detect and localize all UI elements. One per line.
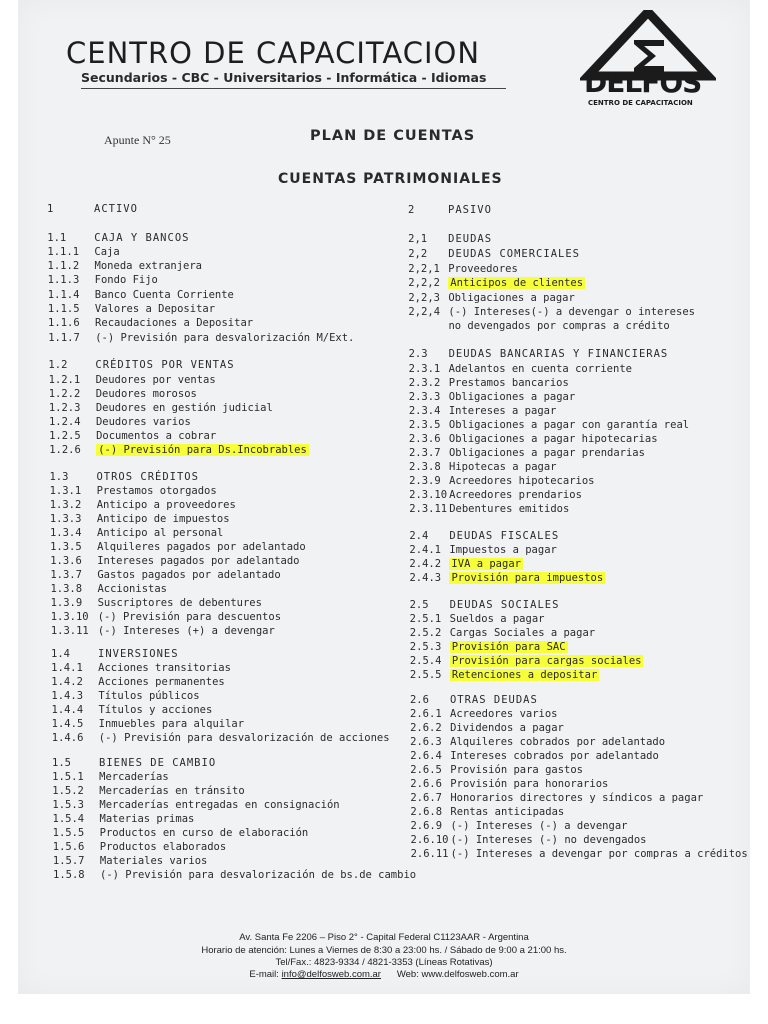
account-code: 2.6 bbox=[409, 694, 429, 706]
account-code: 1.2.2 bbox=[48, 388, 81, 400]
account-label: CRÉDITOS POR VENTAS bbox=[95, 359, 235, 371]
pasivo-group-header bbox=[408, 233, 492, 245]
activo-account-row bbox=[48, 303, 215, 315]
account-label: Deudores por ventas bbox=[95, 374, 216, 386]
activo-account-row bbox=[52, 785, 244, 797]
highlighted-account-label: Provisión para SAC bbox=[451, 641, 566, 653]
pasivo-account-row bbox=[408, 320, 669, 332]
account-label: Mercaderías bbox=[99, 771, 169, 783]
account-code: 2.6.5 bbox=[410, 764, 442, 776]
account-code: 1.3.8 bbox=[50, 583, 83, 595]
account-code: 1.4.6 bbox=[51, 732, 84, 744]
account-code: 1.4.3 bbox=[51, 690, 84, 702]
pasivo-account-row bbox=[410, 641, 568, 653]
account-label: Honorarios directores y síndicos a pagar bbox=[450, 792, 704, 804]
activo-account-row bbox=[50, 513, 230, 525]
account-code: 2,2,3 bbox=[408, 292, 440, 304]
account-code: 2.3.3 bbox=[408, 391, 441, 403]
account-code: 2.6.9 bbox=[410, 820, 443, 832]
account-code: 1.5.2 bbox=[52, 785, 84, 797]
activo-account-row bbox=[53, 869, 416, 881]
account-code: 1.2 bbox=[48, 359, 68, 371]
account-code: 2.3.8 bbox=[409, 461, 441, 473]
account-code: 2.5.4 bbox=[409, 655, 442, 667]
account-label: Gastos pagados por adelantado bbox=[97, 569, 281, 581]
account-label: Títulos públicos bbox=[98, 690, 200, 702]
web-label: Web: bbox=[396, 969, 419, 980]
account-label: Alquileres cobrados por adelantado bbox=[450, 736, 666, 748]
account-label: OTRAS DEUDAS bbox=[449, 694, 538, 706]
account-code: 1.4 bbox=[51, 648, 70, 660]
account-code: 1.5.8 bbox=[53, 869, 85, 881]
pasivo-account-row bbox=[410, 627, 595, 639]
account-code: 2.6.4 bbox=[410, 750, 442, 762]
pasivo-account-row bbox=[409, 503, 569, 515]
highlighted-account-label: Provisión para impuestos bbox=[451, 572, 604, 584]
activo-account-row bbox=[51, 625, 275, 637]
account-code: 1 bbox=[47, 203, 54, 215]
account-label: Fondo Fijo bbox=[94, 274, 158, 286]
account-label: Acreedores varios bbox=[450, 708, 558, 720]
pasivo-group-header bbox=[410, 694, 538, 706]
account-label: Valores a Depositar bbox=[94, 303, 216, 315]
pasivo-account-row bbox=[411, 848, 748, 860]
account-label: Productos elaborados bbox=[99, 841, 227, 853]
activo-group-header bbox=[47, 232, 189, 244]
account-code: 2.5.1 bbox=[409, 613, 442, 625]
pasivo-account-row bbox=[410, 806, 564, 818]
account-label: Títulos y acciones bbox=[98, 704, 213, 716]
apunte-number: Apunte N° 25 bbox=[104, 133, 171, 147]
pasivo-group-header bbox=[410, 599, 560, 611]
pasivo-account-row bbox=[410, 778, 608, 790]
activo-account-row bbox=[49, 402, 273, 414]
account-label: Adelantos en cuenta corriente bbox=[448, 363, 632, 375]
account-code: 2.3.2 bbox=[408, 377, 441, 389]
pasivo-account-row bbox=[410, 820, 627, 832]
activo-group-header bbox=[48, 359, 234, 371]
activo-account-row bbox=[52, 732, 390, 744]
activo-account-row bbox=[53, 855, 207, 867]
account-label: Deudores varios bbox=[95, 416, 191, 428]
account-label: OTROS CRÉDITOS bbox=[96, 471, 199, 483]
account-code: 1.2.4 bbox=[48, 416, 81, 428]
footer-contact bbox=[18, 969, 750, 980]
pasivo-account-row bbox=[408, 292, 574, 304]
section-title: CUENTAS PATRIMONIALES bbox=[278, 171, 503, 187]
account-code: 2.6.3 bbox=[410, 736, 442, 748]
account-label: Mercaderías entregadas en consignación bbox=[99, 799, 340, 811]
account-code: 1.2.5 bbox=[49, 430, 81, 442]
account-code: 2.5.2 bbox=[409, 627, 442, 639]
account-code: 1.1.2 bbox=[47, 260, 80, 272]
account-label: Acciones transitorias bbox=[98, 662, 231, 674]
account-label: Alquileres pagados por adelantado bbox=[97, 541, 306, 553]
account-label: Prestamos bancarios bbox=[448, 377, 569, 389]
highlighted-account-label: IVA a pagar bbox=[451, 558, 521, 570]
account-label: Caja bbox=[94, 246, 120, 258]
activo-account-row bbox=[51, 611, 281, 623]
account-label: Intereses a pagar bbox=[448, 405, 557, 417]
account-label: INVERSIONES bbox=[98, 648, 179, 660]
highlighted-account-label: Anticipos de clientes bbox=[450, 277, 584, 289]
account-code: 2.3.4 bbox=[408, 405, 441, 417]
account-code: 2.3.10 bbox=[409, 489, 448, 501]
account-code: 2.6.10 bbox=[410, 834, 449, 846]
activo-group-header bbox=[51, 648, 179, 660]
account-code: 2,1 bbox=[408, 233, 428, 245]
account-label: Acreedores hipotecarios bbox=[449, 475, 595, 487]
header-rule bbox=[81, 88, 506, 89]
pasivo-account-row bbox=[410, 613, 545, 625]
account-code: 1.1.3 bbox=[47, 274, 80, 286]
pasivo-group-header bbox=[408, 204, 492, 216]
account-code: 1.3.3 bbox=[49, 513, 82, 525]
account-label: DEUDAS SOCIALES bbox=[449, 599, 560, 611]
account-code: 1.5.4 bbox=[52, 813, 85, 825]
account-label: Obligaciones a pagar prendarias bbox=[448, 447, 645, 459]
highlighted-account-label: Retenciones a depositar bbox=[451, 669, 598, 681]
account-code: 1.2.3 bbox=[48, 402, 81, 414]
account-label: Materiales varios bbox=[99, 855, 208, 867]
account-code: 1.1.1 bbox=[47, 246, 80, 258]
account-code: 2.5.5 bbox=[409, 669, 442, 681]
school-title: CENTRO DE CAPACITACION bbox=[66, 36, 481, 70]
activo-account-row bbox=[48, 332, 354, 344]
account-label: (-) Intereses (-) a devengar bbox=[450, 820, 628, 832]
email-link[interactable]: info@delfosweb.com.ar bbox=[281, 969, 381, 980]
pasivo-account-row bbox=[409, 377, 569, 389]
account-label: Productos en curso de elaboración bbox=[99, 827, 309, 839]
account-code: 2 bbox=[408, 204, 415, 216]
account-code: 1.3.7 bbox=[50, 569, 82, 581]
account-code: 1.1.6 bbox=[48, 317, 80, 329]
activo-account-row bbox=[53, 827, 309, 839]
account-label: Anticipo a proveedores bbox=[96, 499, 236, 511]
account-label: DEUDAS COMERCIALES bbox=[448, 248, 580, 260]
account-code: 2.3.1 bbox=[408, 363, 441, 375]
activo-account-row bbox=[52, 718, 244, 730]
account-label: PASIVO bbox=[448, 204, 492, 216]
account-code: 1.5.6 bbox=[52, 841, 85, 853]
activo-account-row bbox=[53, 813, 195, 825]
account-code: 2.6.2 bbox=[410, 722, 442, 734]
activo-account-row bbox=[47, 246, 119, 258]
pasivo-account-row bbox=[409, 558, 523, 570]
pasivo-account-row bbox=[408, 306, 695, 318]
activo-account-row bbox=[49, 430, 216, 442]
activo-account-row bbox=[48, 317, 253, 329]
account-label: Impuestos a pagar bbox=[449, 544, 557, 556]
pasivo-account-row bbox=[410, 722, 564, 734]
account-code: 2.4.1 bbox=[409, 544, 441, 556]
activo-account-row bbox=[51, 662, 231, 674]
pasivo-account-row bbox=[409, 405, 556, 417]
pasivo-account-row bbox=[409, 419, 689, 431]
account-label: Obligaciones a pagar bbox=[448, 292, 575, 304]
pasivo-account-row bbox=[409, 572, 605, 584]
activo-account-row bbox=[51, 597, 262, 609]
account-code: 2.6.1 bbox=[410, 708, 442, 720]
account-label: Dividendos a pagar bbox=[450, 722, 564, 734]
account-label: ACTIVO bbox=[94, 203, 138, 215]
pasivo-group-header bbox=[409, 348, 669, 360]
account-code: 1.3.5 bbox=[50, 541, 82, 553]
account-label: (-) Previsión para descuentos bbox=[97, 611, 282, 623]
account-code: 2.3.7 bbox=[408, 447, 441, 459]
activo-account-row bbox=[50, 555, 299, 567]
pasivo-account-row bbox=[409, 447, 645, 459]
account-label: (-) Previsión para desvalorización de bs.de cambio bbox=[100, 869, 417, 881]
account-code: 1.4.2 bbox=[51, 676, 83, 688]
activo-account-row bbox=[52, 704, 213, 716]
pasivo-account-row bbox=[409, 461, 556, 473]
pasivo-account-row bbox=[408, 263, 518, 275]
activo-account-row bbox=[49, 388, 197, 400]
account-label: DEUDAS bbox=[448, 233, 493, 245]
account-code: 1.5.5 bbox=[52, 827, 85, 839]
account-code: 1.5 bbox=[52, 757, 71, 769]
account-code: 2.4 bbox=[409, 530, 429, 542]
activo-group-header bbox=[47, 203, 138, 215]
activo-account-row bbox=[48, 274, 158, 286]
pasivo-group-header bbox=[409, 530, 559, 542]
footer-address: Av. Santa Fe 2206 – Piso 2° - Capital Federal C1123AAR - Argentina bbox=[239, 932, 529, 943]
account-code: 2.3.11 bbox=[409, 503, 448, 515]
account-code: 2.4.2 bbox=[409, 558, 442, 570]
account-code: 2,2 bbox=[408, 248, 428, 260]
footer-hours: Horario de atención: Lunes a Viernes de 8:30 a 23:00 hs. / Sábado de 9:00 a 21:00 hs. bbox=[201, 945, 567, 956]
account-code: 2,2,2 bbox=[408, 277, 440, 289]
account-label: Deudores en gestión judicial bbox=[95, 402, 273, 414]
account-code: 1.4.5 bbox=[51, 718, 84, 730]
account-label: Proveedores bbox=[448, 263, 518, 275]
activo-account-row bbox=[50, 583, 167, 595]
account-label: Obligaciones a pagar hipotecarias bbox=[448, 433, 658, 445]
activo-group-header bbox=[52, 757, 216, 769]
account-label: Anticipo al personal bbox=[96, 527, 224, 539]
account-code: 1.3.1 bbox=[49, 485, 82, 497]
account-label: (-) Intereses (+) a devengar bbox=[97, 625, 275, 637]
account-code: 1.5.1 bbox=[52, 771, 84, 783]
activo-account-row bbox=[52, 799, 339, 811]
account-label: Debentures emitidos bbox=[449, 503, 570, 515]
account-code: 1.3.6 bbox=[50, 555, 82, 567]
highlighted-account-label: (-) Previsión para Ds.Incobrables bbox=[98, 444, 307, 456]
activo-account-row bbox=[48, 289, 234, 301]
account-code: 2.3.6 bbox=[408, 433, 441, 445]
activo-account-row bbox=[50, 541, 306, 553]
account-code: 1.1.4 bbox=[47, 289, 80, 301]
activo-account-row bbox=[48, 260, 202, 272]
account-label: DEUDAS FISCALES bbox=[449, 530, 560, 542]
pasivo-account-row bbox=[409, 391, 575, 403]
activo-account-row bbox=[52, 771, 169, 783]
activo-account-row bbox=[50, 569, 280, 581]
account-label: Prestamos otorgados bbox=[96, 485, 217, 497]
account-code: 1.3.4 bbox=[49, 527, 82, 539]
web-address: www.delfosweb.com.ar bbox=[421, 969, 519, 980]
pasivo-account-row bbox=[409, 489, 582, 501]
footer-phone: Tel/Fax.: 4823-9334 / 4821-3353 (Líneas Rotativas) bbox=[275, 957, 493, 968]
pasivo-account-row bbox=[408, 277, 585, 289]
account-code: 1.5.3 bbox=[52, 799, 84, 811]
account-label: Deudores morosos bbox=[95, 388, 197, 400]
email-label: E-mail: bbox=[249, 969, 279, 980]
account-code: 2.4.3 bbox=[409, 572, 442, 584]
account-label: Banco Cuenta Corriente bbox=[94, 289, 234, 301]
account-label: (-) Previsión para desvalorización de acciones bbox=[98, 732, 390, 744]
highlighted-account-label: Provisión para cargas sociales bbox=[451, 655, 642, 667]
pasivo-account-row bbox=[410, 708, 557, 720]
pasivo-account-row bbox=[409, 475, 594, 487]
account-code: 1.4.1 bbox=[51, 662, 83, 674]
account-code: 1.2.6 bbox=[49, 444, 81, 456]
account-code: 1.3.11 bbox=[50, 625, 89, 637]
activo-group-header bbox=[49, 471, 199, 483]
pasivo-account-row bbox=[410, 792, 703, 804]
account-label: (-) Intereses(-) a devengar o intereses bbox=[448, 306, 695, 318]
account-code: 2.3 bbox=[408, 348, 428, 360]
pasivo-account-row bbox=[409, 363, 632, 375]
account-code: 1.3.10 bbox=[50, 611, 89, 623]
account-code: 1.1 bbox=[47, 232, 67, 244]
account-label: Acreedores prendarios bbox=[449, 489, 582, 501]
account-label: Documentos a cobrar bbox=[96, 430, 217, 442]
account-code: 1.1.5 bbox=[47, 303, 80, 315]
account-label: (-) Previsión para desvalorización M/Ext. bbox=[95, 332, 355, 344]
account-label: Moneda extranjera bbox=[94, 260, 202, 272]
pasivo-account-row bbox=[410, 736, 665, 748]
pasivo-group-header bbox=[408, 248, 580, 260]
account-label: Provisión para gastos bbox=[450, 764, 584, 776]
account-label: Sueldos a pagar bbox=[449, 613, 545, 625]
account-code: 2.6.7 bbox=[410, 792, 442, 804]
account-code: 2.6.11 bbox=[410, 848, 449, 860]
account-label: CAJA Y BANCOS bbox=[94, 232, 190, 244]
activo-account-row bbox=[49, 416, 191, 428]
pasivo-account-row bbox=[410, 655, 644, 667]
account-code: 1.4.4 bbox=[51, 704, 84, 716]
account-label: Intereses cobrados por adelantado bbox=[450, 750, 659, 762]
account-label: Hipotecas a pagar bbox=[449, 461, 557, 473]
account-code: 1.3 bbox=[49, 471, 69, 483]
activo-account-row bbox=[50, 499, 236, 511]
logo-wordmark: DELFOS bbox=[584, 66, 702, 99]
activo-account-row bbox=[53, 841, 226, 853]
account-label: (-) Intereses (-) no devengados bbox=[450, 834, 647, 846]
account-label: Recaudaciones a Depositar bbox=[95, 317, 254, 329]
account-label: Materias primas bbox=[99, 813, 195, 825]
activo-account-row bbox=[49, 444, 309, 456]
account-label: Provisión para honorarios bbox=[450, 778, 609, 790]
activo-account-row bbox=[50, 527, 223, 539]
pasivo-account-row bbox=[411, 834, 647, 846]
account-label: Anticipo de impuestos bbox=[96, 513, 230, 525]
account-label: Accionistas bbox=[97, 583, 167, 595]
pasivo-account-row bbox=[410, 750, 659, 762]
activo-account-row bbox=[49, 374, 216, 386]
activo-account-row bbox=[50, 485, 217, 497]
account-label: Obligaciones a pagar bbox=[448, 391, 576, 403]
account-code: 1.3.9 bbox=[50, 597, 83, 609]
pasivo-account-row bbox=[410, 764, 583, 776]
account-label: Inmuebles para alquilar bbox=[98, 718, 245, 730]
account-label: Obligaciones a pagar con garantía real bbox=[448, 419, 690, 431]
account-label: no devengados por compras a crédito bbox=[448, 320, 670, 332]
pasivo-account-row bbox=[409, 544, 556, 556]
account-code: 1.5.7 bbox=[52, 855, 85, 867]
pasivo-account-row bbox=[409, 433, 658, 445]
account-code: 1.2.1 bbox=[48, 374, 81, 386]
account-label: Rentas anticipadas bbox=[450, 806, 565, 818]
account-code: 2.3.9 bbox=[409, 475, 441, 487]
account-label: Cargas Sociales a pagar bbox=[449, 627, 596, 639]
account-code: 1.1.7 bbox=[48, 332, 80, 344]
account-code: 2.3.5 bbox=[408, 419, 441, 431]
account-label: (-) Intereses a devengar por compras a créditos bbox=[450, 848, 748, 860]
account-code: 2.5 bbox=[409, 599, 429, 611]
school-subtitle: Secundarios - CBC - Universitarios - Informática - Idiomas bbox=[81, 70, 487, 85]
activo-account-row bbox=[51, 676, 224, 688]
document-page bbox=[18, 0, 750, 994]
account-code: 2.5.3 bbox=[409, 641, 442, 653]
account-code: 2,2,4 bbox=[408, 306, 441, 318]
account-label: Acciones permanentes bbox=[98, 676, 225, 688]
account-code: 1.3.2 bbox=[49, 499, 82, 511]
account-code: 2.6.6 bbox=[410, 778, 442, 790]
account-label: Mercaderías en tránsito bbox=[99, 785, 245, 797]
plan-title: PLAN DE CUENTAS bbox=[310, 128, 476, 144]
account-label: Suscriptores de debentures bbox=[97, 597, 262, 609]
account-code: 2,2,1 bbox=[408, 263, 440, 275]
account-label: DEUDAS BANCARIAS Y FINANCIERAS bbox=[448, 348, 669, 360]
account-label: Intereses pagados por adelantado bbox=[97, 555, 300, 567]
activo-account-row bbox=[51, 690, 199, 702]
account-code: 2.6.8 bbox=[410, 806, 443, 818]
pasivo-account-row bbox=[410, 669, 599, 681]
account-label: BIENES DE CAMBIO bbox=[99, 757, 217, 769]
logo-tagline: CENTRO DE CAPACITACION bbox=[588, 99, 693, 107]
